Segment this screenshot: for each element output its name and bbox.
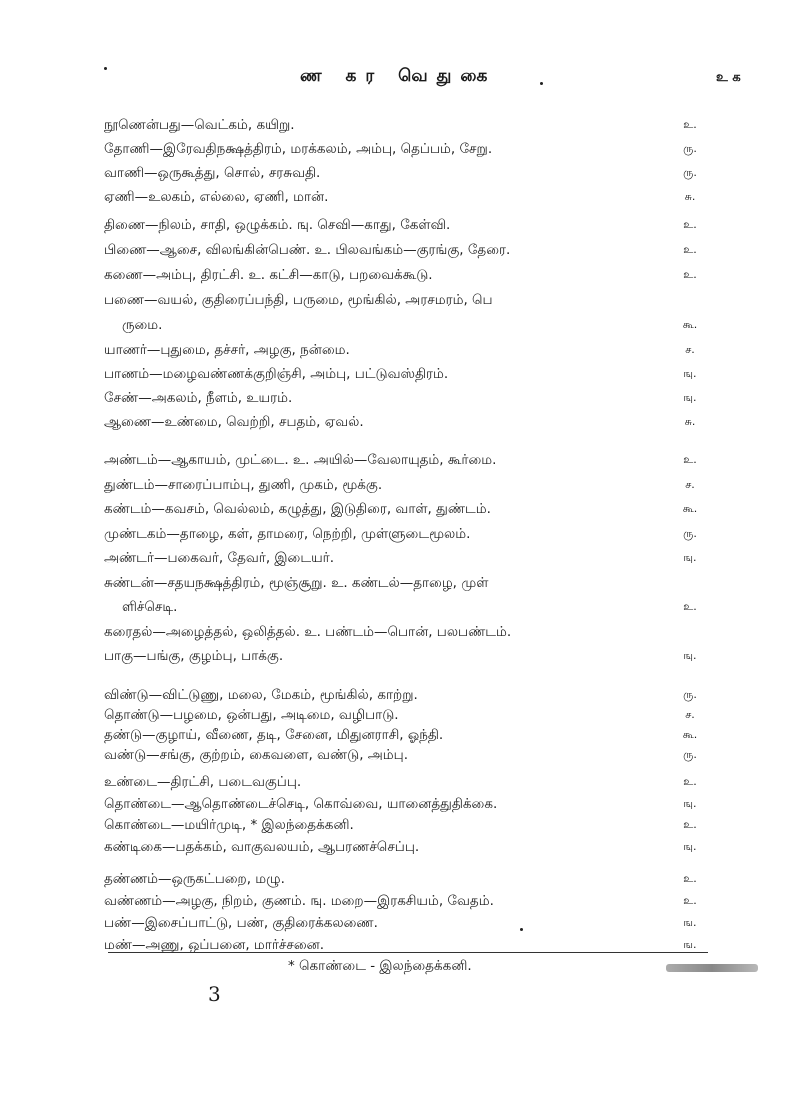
entry-line: தண்ணம்—ஒருகட்பறை, மழு.	[104, 871, 285, 887]
entry-line: கொண்டை—மயிர்முடி, * இலந்தைக்கனி.	[104, 817, 354, 833]
entry-line: திணை—நிலம், சாதி, ஒழுக்கம். ஙு. செவி—காது, கேள்வி.	[104, 217, 451, 233]
entry-line: சேண்—அகலம், நீளம், உயரம்.	[104, 390, 293, 406]
entry-line: வாணி—ஒருகூத்து, சொல், சரசுவதி.	[104, 165, 321, 181]
ink-smudge	[666, 964, 758, 972]
entry-line: வண்ணம்—அழகு, நிறம், குணம். ஙு. மறை—இரகசியம், வேதம்.	[104, 893, 494, 909]
entry-count-mark: ஙு.	[683, 796, 697, 810]
entry-line: சுண்டன்—சதயநக்ஷத்திரம், மூஞ்சூறு. உ. கண்டல்—தாழை, முள்	[104, 574, 489, 591]
entry-count-mark: உ.	[683, 218, 697, 231]
entry-line: கணை—அம்பு, திரட்சி. உ. கட்சி—காடு, பறவைக்கூடு.	[104, 267, 433, 283]
entry-line: பாணம்—மழைவண்ணக்குறிஞ்சி, அம்பு, பட்டுவஸ்திரம்.	[104, 366, 449, 382]
entry-count-mark: சு.	[684, 415, 696, 428]
entry-count-mark: ரு.	[683, 526, 697, 540]
ink-speck	[540, 82, 543, 85]
entry-count-mark: ச.	[685, 708, 695, 721]
entry-line: அண்டம்—ஆகாயம், முட்டை. உ. அயில்—வேலாயுதம், கூர்மை.	[104, 452, 497, 468]
entry-count-mark: ரு.	[683, 748, 697, 761]
entry-count-mark	[670, 620, 710, 644]
entry-count-mark: உ.	[683, 600, 697, 613]
entry-count-mark: உ.	[683, 894, 697, 907]
entry-count-mark: கூ.	[682, 728, 698, 741]
page-marker: உ க	[716, 70, 741, 85]
entry-count-mark: உ.	[683, 268, 697, 281]
entry-line: தண்டு—குழாய், வீணை, தடி, சேனை, மிதுனராசி, ஓந்தி.	[104, 727, 444, 743]
entry-count-mark: ரு.	[683, 688, 697, 701]
entry-line: துண்டம்—சாரைப்பாம்பு, துணி, முகம், மூக்கு.	[104, 476, 383, 493]
entry-count-mark: ரு.	[683, 166, 697, 179]
entry-count-mark: கூ.	[682, 502, 698, 515]
ink-speck	[104, 67, 107, 70]
ink-speck	[520, 928, 523, 931]
footnote: * கொண்டை - இலந்தைக்கனி.	[288, 958, 472, 974]
entry-line: ஆணை—உண்மை, வெற்றி, சபதம், ஏவல்.	[104, 414, 364, 430]
entry-count-mark: உ.	[683, 775, 697, 788]
entry-count-mark: ச.	[685, 343, 695, 356]
entry-count-mark: உ.	[683, 118, 697, 131]
entry-line: பாகு—பங்கு, குழம்பு, பாக்கு.	[104, 648, 284, 664]
entry-count-mark: ஙு.	[683, 367, 697, 380]
entry-count-mark: ச.	[685, 477, 695, 491]
entry-count-mark: உ.	[683, 453, 697, 466]
entry-count-mark: ஙு.	[683, 649, 697, 662]
entry-count-mark: ஙு.	[683, 839, 697, 853]
entry-count-mark: ங.	[683, 938, 697, 951]
entry-line: முண்டகம்—தாழை, கள், தாமரை, நெற்றி, முள்ளுடைமூலம்.	[104, 525, 471, 542]
entry-line: விண்டு—விட்டுணு, மலை, மேகம், மூங்கில், காற்று.	[104, 687, 418, 703]
entry-line: நூணென்பது—வெட்கம், கயிறு.	[104, 117, 295, 133]
entry-count-mark	[670, 571, 710, 595]
entry-line: பண்—இசைப்பாட்டு, பண், குதிரைக்கலணை.	[104, 915, 378, 931]
entry-line-continuation: ருமை.	[122, 317, 163, 333]
entry-line-continuation: ளிச்செடி.	[122, 599, 178, 615]
entry-line: வண்டு—சங்கு, குற்றம், கைவளை, வண்டு, அம்பு.	[104, 747, 408, 763]
entry-line: தோணி—இரேவதிநக்ஷத்திரம், மரக்கலம், அம்பு, தெப்பம், சேறு.	[104, 141, 493, 157]
entry-count-mark: உ.	[683, 243, 697, 256]
entry-count-mark: ங.	[683, 916, 697, 929]
entry-line: பிணை—ஆசை, விலங்கின்பெண். உ. பிலவங்கம்—குரங்கு, தேரை.	[104, 242, 511, 258]
entry-count-mark: ஙு.	[683, 551, 697, 564]
entry-line: மண்—அணு, ஒப்பனை, மார்ச்சனை.	[104, 937, 325, 953]
footnote-rule	[108, 952, 708, 953]
entry-count-mark: உ.	[683, 872, 697, 885]
entry-line: கண்டம்—கவசம், வெல்லம், கழுத்து, இடுதிரை, வாள், துண்டம்.	[104, 501, 491, 517]
entry-count-mark: சு.	[684, 190, 696, 203]
entry-line: பணை—வயல், குதிரைப்பந்தி, பருமை, மூங்கில், அரசமரம், பெ	[104, 292, 493, 308]
entry-line: ஏணி—உலகம், எல்லை, ஏணி, மான்.	[104, 189, 329, 205]
entry-line: உண்டை—திரட்சி, படைவகுப்பு.	[104, 774, 302, 790]
entry-count-mark: ரு.	[683, 142, 697, 155]
page-title: ண கர வெதுகை	[300, 66, 497, 86]
entry-line: கரைதல்—அழைத்தல், ஒலித்தல். உ. பண்டம்—பொன், பலபண்டம்.	[104, 623, 512, 640]
entry-count-mark	[670, 288, 710, 312]
entry-line: கண்டிகை—பதக்கம், வாகுவலயம், ஆபரணச்செப்பு.	[104, 838, 420, 855]
entry-line: தொண்டை—ஆதொண்டைச்செடி, கொவ்வை, யானைத்துதிக்கை.	[104, 795, 498, 812]
entry-count-mark: கூ.	[682, 318, 698, 331]
page-header	[0, 66, 800, 96]
entry-line: அண்டர்—பகைவர், தேவர், இடையர்.	[104, 550, 334, 566]
entry-count-mark: உ.	[683, 818, 697, 831]
folio-number: 3	[208, 982, 221, 1006]
entry-line: யாணர்—புதுமை, தச்சர், அழகு, நன்மை.	[104, 342, 350, 358]
entry-line: தொண்டு—பழமை, ஒன்பது, அடிமை, வழிபாடு.	[104, 707, 399, 723]
entry-count-mark: ஙு.	[683, 391, 697, 404]
